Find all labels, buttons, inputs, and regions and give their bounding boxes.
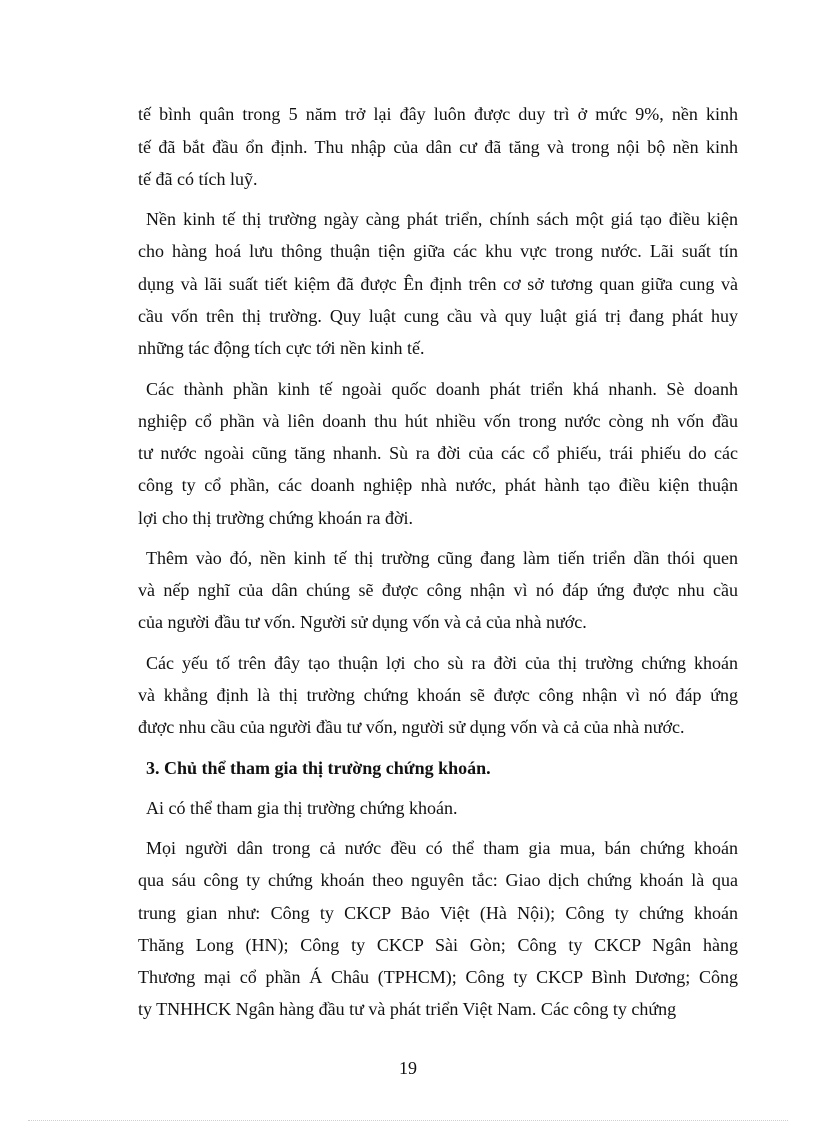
body-line: Thương mại cổ phần Á Châu (TPHCM); Công ty CKCP Bình Dương; Công [138, 967, 738, 987]
body-line: Mọi người dân trong cả nước đều có thể tham gia mua, bán chứng khoán [146, 838, 738, 858]
body-line: được nhu cầu của người đầu tư vốn, người sử dụng vốn và cả của nhà nước. [138, 717, 685, 737]
body-line: Ai có thể tham gia thị trường chứng khoán. [146, 798, 458, 818]
body-line: những tác động tích cực tới nền kinh tế. [138, 338, 425, 358]
body-line: và nếp nghĩ của dân chúng sẽ được công nhận vì nó đáp ứng được nhu cầu [138, 580, 738, 600]
body-line: của người đầu tư vốn. Người sử dụng vốn và cả của nhà nước. [138, 612, 587, 632]
body-line: Nền kinh tế thị trường ngày càng phát triển, chính sách một giá tạo điều kiện [146, 209, 738, 229]
body-line: tế đã có tích luỹ. [138, 169, 258, 189]
body-line: Các yếu tố trên đây tạo thuận lợi cho sù ra đời của thị trường chứng khoán [146, 653, 738, 673]
body-line: trung gian như: Công ty CKCP Bảo Việt (Hà Nội); Công ty chứng khoán [138, 903, 738, 923]
body-line: cầu vốn trên thị trường. Quy luật cung cầu và quy luật giá trị đang phát huy [138, 306, 738, 326]
body-line: lợi cho thị trường chứng khoán ra đời. [138, 508, 414, 528]
body-line: Các thành phần kinh tế ngoài quốc doanh phát triển khá nhanh. Sè doanh [146, 379, 738, 399]
body-line: dụng và lãi suất tiết kiệm đã được Ên định trên cơ sở tương quan giữa cung và [138, 274, 738, 294]
body-line: tư nước ngoài cũng tăng nhanh. Sù ra đời của các cổ phiếu, trái phiếu do các [138, 443, 738, 463]
section-heading: 3. Chủ thể tham gia thị trường chứng khoán. [146, 758, 491, 778]
page-number: 19 [399, 1058, 417, 1078]
page-bottom-divider [28, 1120, 788, 1121]
body-line: nghiệp cổ phần và liên doanh thu hút nhiều vốn trong nước còng nh vốn đầu [138, 411, 738, 431]
body-line: Thăng Long (HN); Công ty CKCP Sài Gòn; Công ty CKCP Ngân hàng [138, 935, 738, 955]
body-line: và khẳng định là thị trường chứng khoán sẽ được công nhận vì nó đáp ứng [138, 685, 738, 705]
body-line: ty TNHHCK Ngân hàng đầu tư và phát triển Việt Nam. Các công ty chứng [138, 999, 677, 1019]
body-line: Thêm vào đó, nền kinh tế thị trường cũng đang làm tiến triển dần thói quen [146, 548, 738, 568]
body-line: công ty cổ phần, các doanh nghiệp nhà nước, phát hành tạo điều kiện thuận [138, 475, 738, 495]
body-line: tế bình quân trong 5 năm trở lại đây luôn được duy trì ở mức 9%, nền kinh [138, 104, 738, 124]
body-line: qua sáu công ty chứng khoán theo nguyên tắc: Giao dịch chứng khoán là qua [138, 870, 738, 890]
body-line: tế đã bắt đầu ổn định. Thu nhập của dân cư đã tăng và trong nội bộ nền kinh [138, 137, 738, 157]
body-line: cho hàng hoá lưu thông thuận tiện giữa các khu vực trong nước. Lãi suất tín [138, 241, 738, 261]
